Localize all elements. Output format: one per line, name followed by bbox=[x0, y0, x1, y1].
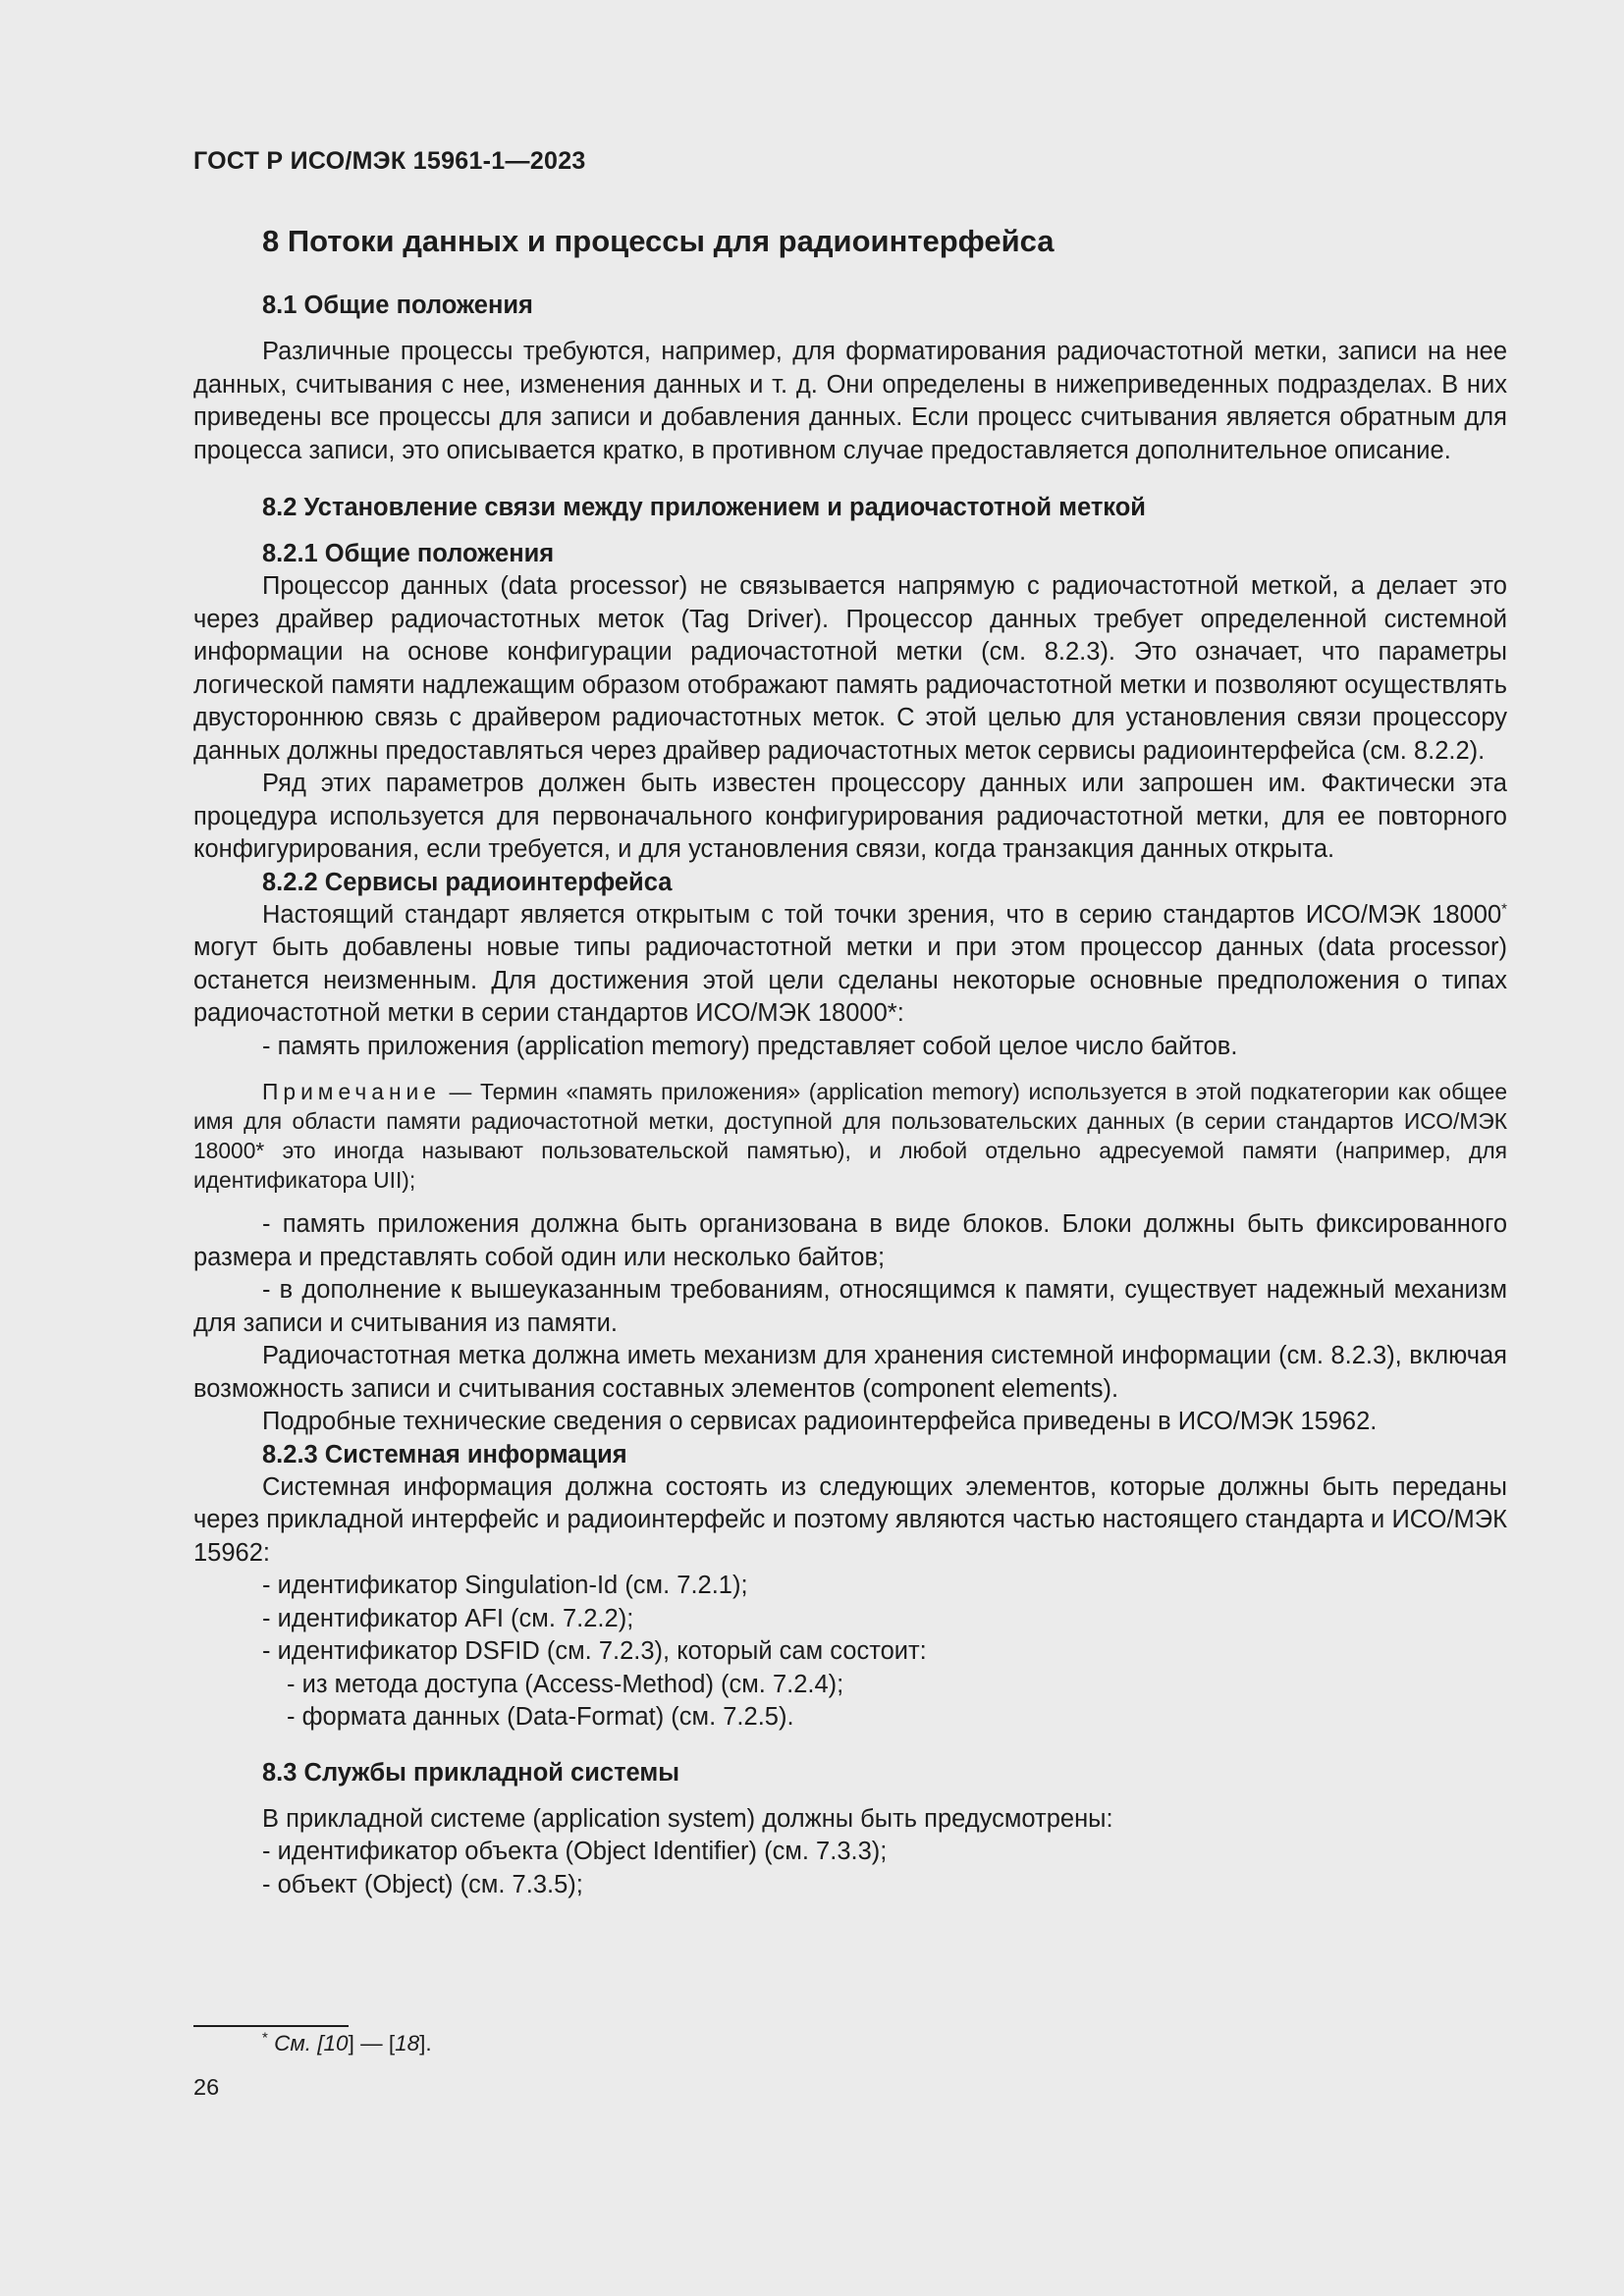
note: Примечание — Термин «память приложения» (application memory) используется в этой подкатегории как общее имя для области памяти радиочастотной метки, доступной для пользовательских данных (в серии стандартов ИСО/МЭК 18000* это иногда называют пользовательской памятью), и любой отдельно адресуемой памяти (например, для идентификатора UII); bbox=[193, 1079, 1507, 1193]
section-8-2-title: 8.2 Установление связи между приложением и радиочастотной меткой bbox=[262, 494, 1146, 521]
list-item: - идентификатор DSFID (см. 7.2.3), который сам состоит: bbox=[262, 1637, 927, 1665]
list-subitem: - из метода доступа (Access-Method) (см. 7.2.4); bbox=[287, 1670, 844, 1698]
document-header: ГОСТ Р ИСО/МЭК 15961-1—2023 bbox=[193, 147, 586, 175]
paragraph: Радиочастотная метка должна иметь механизм для хранения системной информации (см. 8.2.3), включая возможность записи и считывания составных элементов (component elements). bbox=[193, 1342, 1507, 1403]
list-item: - идентификатор AFI (см. 7.2.2); bbox=[262, 1604, 634, 1632]
list-item: - память приложения (application memory) представляет собой целое число байтов. bbox=[262, 1032, 1238, 1060]
section-8-2-2-title: 8.2.2 Сервисы радиоинтерфейса bbox=[262, 868, 673, 896]
list-item: - идентификатор объекта (Object Identifier) (см. 7.3.3); bbox=[262, 1838, 888, 1865]
paragraph: Ряд этих параметров должен быть известен процессору данных или запрошен им. Фактически эта процедура используется для первоначального конфигурирования радиочастотной метки, для ее повторного конфигурирования, если требуется, и для установления связи, когда транзакция данных открыта. bbox=[193, 770, 1507, 863]
note-label: Примечание bbox=[262, 1079, 441, 1104]
list-item: - объект (Object) (см. 7.3.5); bbox=[262, 1870, 583, 1898]
section-8-2-1-title: 8.2.1 Общие положения bbox=[262, 540, 555, 567]
paragraph: Подробные технические сведения о сервисах радиоинтерфейса приведены в ИСО/МЭК 15962. bbox=[262, 1408, 1378, 1435]
paragraph: Настоящий стандарт является открытым с той точки зрения, что в серию стандартов ИСО/МЭК 18000* могут быть добавлены новые типы радиочастотной метки и при этом процессор данных (data processor) останется неизменным. Для достижения этой цели сделаны некоторые основные предположения о типах радиочастотной метки в серии стандартов ИСО/МЭК 18000*: bbox=[193, 900, 1507, 1027]
section-8-2-3-title: 8.2.3 Системная информация bbox=[262, 1440, 627, 1468]
page-content bbox=[193, 222, 1507, 1901]
paragraph: Процессор данных (data processor) не связывается напрямую с радиочастотной меткой, а делает это через драйвер радиочастотных меток (Tag Driver). Процессор данных требует определенной системной информации на основе конфигурации радиочастотной метки (см. 8.2.3). Это означает, что параметры логической памяти надлежащим образом отображают память радиочастотной метки и позволяют осуществлять двустороннюю связь с драйвером радиочастотных меток. С этой целью для установления связи процессору данных должны предоставляться через драйвер радиочастотных меток сервисы радиоинтерфейса (см. 8.2.2). bbox=[193, 572, 1507, 765]
paragraph: В прикладной системе (application system) должны быть предусмотрены: bbox=[262, 1804, 1113, 1833]
list-item: - память приложения должна быть организована в виде блоков. Блоки должны быть фиксированного размера и представлять собой один или несколько байтов; bbox=[193, 1210, 1507, 1271]
paragraph: Системная информация должна состоять из следующих элементов, которые должны быть переданы через прикладной интерфейс и радиоинтерфейс и поэтому являются частью настоящего стандарта и ИСО/МЭК 15962: bbox=[193, 1472, 1507, 1567]
section-8-title: 8 Потоки данных и процессы для радиоинтерфейса bbox=[262, 224, 1055, 258]
footnote-divider bbox=[193, 2025, 349, 2027]
section-8-3-title: 8.3 Службы прикладной системы bbox=[262, 1758, 680, 1787]
page-number: 26 bbox=[193, 2074, 220, 2100]
footnote: * См. [10] — [18]. bbox=[262, 2029, 432, 2056]
section-8-1-title: 8.1 Общие положения bbox=[262, 292, 533, 319]
paragraph: Различные процессы требуются, например, для форматирования радиочастотной метки, записи на нее данных, считывания с нее, изменения данных и т. д. Они определены в нижеприведенных подразделах. В них приведены все процессы для записи и добавления данных. Если процесс считывания является обратным для процесса записи, это описывается кратко, в противном случае предоставляется дополнительное описание. bbox=[193, 338, 1507, 464]
list-item: - идентификатор Singulation-Id (см. 7.2.1); bbox=[262, 1572, 748, 1599]
list-item: - в дополнение к вышеуказанным требованиям, относящимся к памяти, существует надежный механизм для записи и считывания из памяти. bbox=[193, 1276, 1507, 1337]
list-subitem: - формата данных (Data-Format) (см. 7.2.5). bbox=[287, 1703, 794, 1731]
